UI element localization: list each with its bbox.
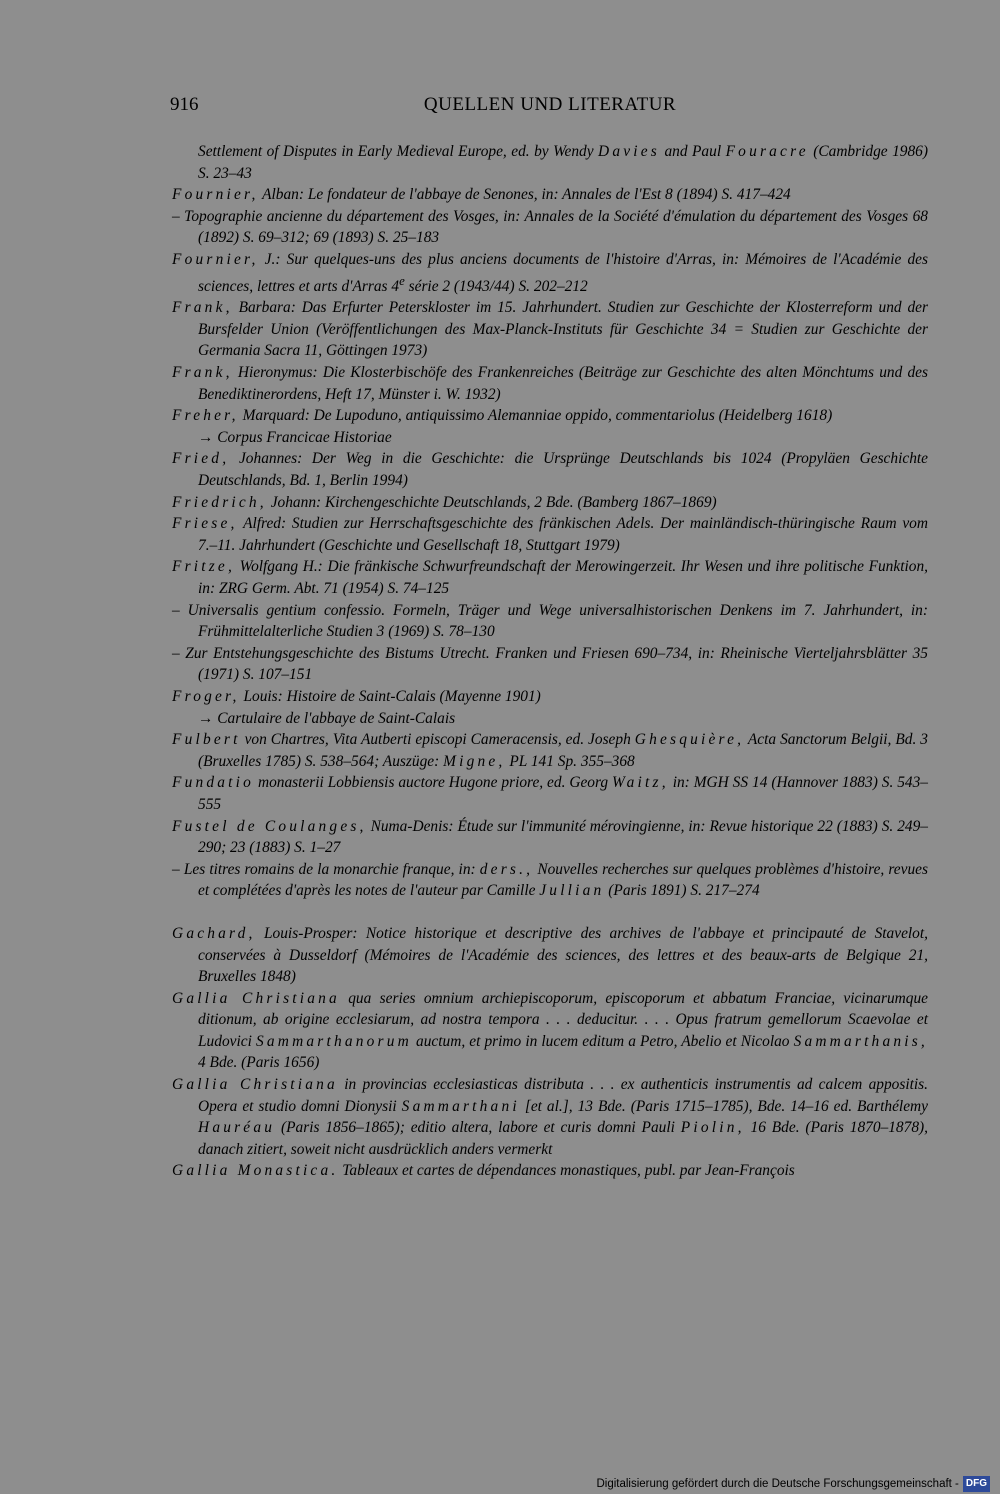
bib-entry: Frank, Barbara: Das Erfurter Peterskloster im 15. Jahrhundert. Studien zur Geschichte der Klosterreform und der Bursfelder Union (Veröffentlichungen des Max-Planck-Instituts für Geschichte 34 = Studien zur Geschichte der Germania Sacra 11, Göttingen 1973) (172, 299, 928, 360)
bib-entry: Fournier, J.: Sur quelques-uns des plus anciens documents de l'histoire d'Arras, in: Mémoires de l'Académie des sciences, lettres et arts d'Arras 4e série 2 (1943/44) S. 202–212 (172, 250, 928, 295)
bib-entry: – Universalis gentium confessio. Formeln, Träger und Wege universalhistorischen Denkens im 7. Jahrhundert, in: Frühmittelalterliche Studien 3 (1969) S. 78–130 (172, 601, 928, 641)
bib-entry: Gallia Christiana qua series omnium archiepiscoporum, episcoporum et abbatum Franciae, vicinarumque ditionum, ab origine ecclesiarum, ad nostra tempora . . . deducitur. . . . Opus fratrum gemellorum Scaevolae et Ludovici Sammarthanorum auctum, et primo in lucem editum a Petro, Abelio et Nicolao Sammarthanis, 4 Bde. (Paris 1656) (172, 989, 928, 1072)
running-title: QUELLEN UND LITERATUR (423, 94, 677, 115)
footer-credit: Digitalisierung gefördert durch die Deutsche Forschungsgemeinschaft - (596, 1478, 959, 1490)
page-number: 916 (170, 94, 199, 115)
dfg-logo: DFG (963, 1476, 990, 1492)
bib-entry: Gallia Monastica. Tableaux et cartes de dépendances monastiques, publ. par Jean-François (172, 1162, 795, 1180)
bib-entry: Fried, Johannes: Der Weg in die Geschichte: die Ursprünge Deutschlands bis 1024 (Propyläen Geschichte Deutschlands, Bd. 1, Berlin 1994) (172, 450, 928, 490)
bib-entry: Gallia Christiana in provincias ecclesiasticas distributa . . . ex authenticis instrumentis ad calcem appositis. Opera et studio domni Dionysii Sammarthani [et al.], 13 Bde. (Paris 1715–1785), Bde. 14–16 ed. Barthélemy Hauréau (Paris 1856–1865); editio altera, labore et curis domni Pauli Piolin, 16 Bde. (Paris 1870–1878), danach zitiert, soweit nicht ausdrücklich anders vermerkt (172, 1076, 929, 1158)
bib-cross-reference: → Cartulaire de l'abbaye de Saint-Calais (198, 709, 456, 727)
bib-entry: Friese, Alfred: Studien zur Herrschaftsgeschichte des fränkischen Adels. Der mainländisch-thüringische Raum vom 7.–11. Jahrhundert (Geschichte und Gesellschaft 18, Stuttgart 1979) (172, 515, 928, 554)
bib-entry: – Les titres romains de la monarchie franque, in: ders., Nouvelles recherches sur quelques problèmes d'histoire, revues et complétées d'après les notes de l'auteur par Camille Jullian (Paris 1891) S. 217–274 (172, 860, 928, 900)
bib-entry: Fundatio monasterii Lobbiensis auctore Hugone priore, ed. Georg Waitz, in: MGH SS 14 (Hannover 1883) S. 543–555 (172, 774, 928, 813)
bib-entry: – Zur Entstehungsgeschichte des Bistums Utrecht. Franken und Friesen 690–734, in: Rheinische Vierteljahrsblätter 35 (1971) S. 107–151 (172, 644, 928, 684)
bib-entry: Fritze, Wolfgang H.: Die fränkische Schwurfreundschaft der Merowingerzeit. Ihr Wesen und ihre politische Funktion, in: ZRG Germ. Abt. 71 (1954) S. 74–125 (172, 558, 928, 597)
bib-entry: Fournier, Alban: Le fondateur de l'abbaye de Senones, in: Annales de l'Est 8 (1894) S. 417–424 (172, 186, 791, 204)
bib-entry: Friedrich, Johann: Kirchengeschichte Deutschlands, 2 Bde. (Bamberg 1867–1869) (172, 493, 717, 511)
bib-entry: Freher, Marquard: De Lupoduno, antiquissimo Alemanniae oppido, commentariolus (Heidelberg 1618) (172, 407, 833, 425)
bib-cross-reference: → Corpus Francicae Historiae (198, 428, 392, 446)
bib-entry: Gachard, Louis-Prosper: Notice historique et descriptive des archives de l'abbaye et principauté de Stavelot, conservées à Dusseldorf (Mémoires de l'Académie des sciences, des lettres et des beaux-arts de Belgique 21, Bruxelles 1848) (172, 924, 928, 986)
bib-entry: Settlement of Disputes in Early Medieval Europe, ed. by Wendy Davies and Paul Fouracre (Cambridge 1986) S. 23–43 (198, 143, 928, 182)
bib-entry: Fulbert von Chartres, Vita Autberti episcopi Cameracensis, ed. Joseph Ghesquière, Acta Sanctorum Belgii, Bd. 3 (Bruxelles 1785) S. 538–564; Auszüge: Migne, PL 141 Sp. 355–368 (172, 731, 928, 770)
page-header (170, 94, 930, 124)
bib-entry: Frank, Hieronymus: Die Klosterbischöfe des Frankenreiches (Beiträge zur Geschichte des alten Mönchtums und des Benediktinerordens, Heft 17, Münster i. W. 1932) (172, 364, 928, 403)
bibliography-list (172, 141, 928, 1182)
bib-entry: – Topographie ancienne du département des Vosges, in: Annales de la Société d'émulation du département des Vosges 68 (1892) S. 69–312; 69 (1893) S. 25–183 (172, 207, 928, 247)
bib-entry: Fustel de Coulanges, Numa-Denis: Étude sur l'immunité mérovingienne, in: Revue historique 22 (1883) S. 249–290; 23 (1883) S. 1–27 (172, 817, 928, 857)
digitization-footer (596, 1476, 990, 1492)
bib-entry: Froger, Louis: Histoire de Saint-Calais (Mayenne 1901) (172, 687, 541, 705)
arrow-right-icon: → (198, 428, 214, 446)
arrow-right-icon: → (198, 709, 214, 727)
